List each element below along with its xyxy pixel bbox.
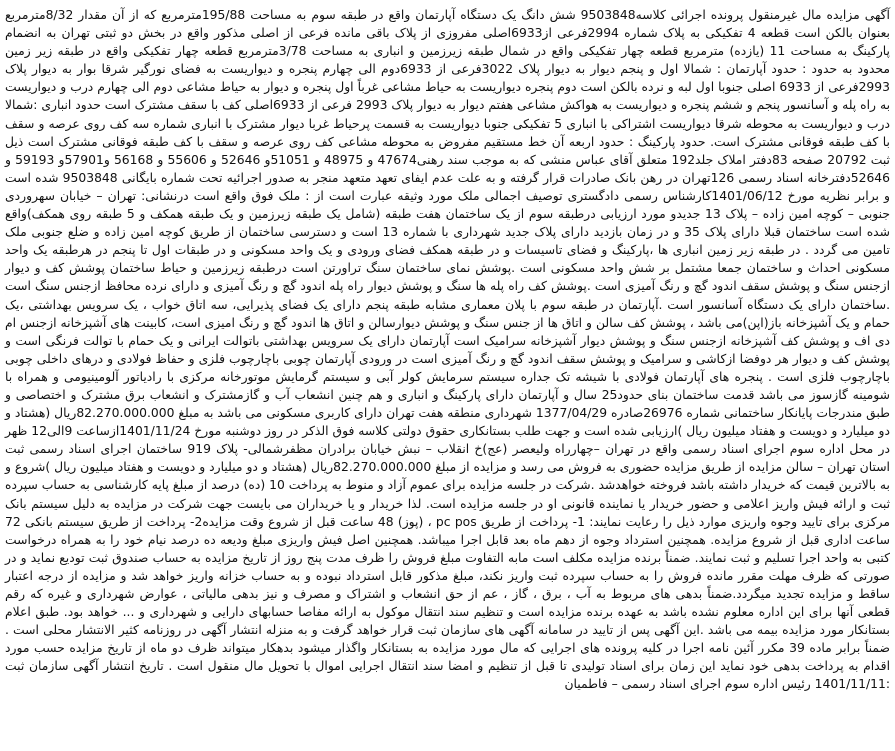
auction-notice-text: آگهی مزایده مال غیرمنقول پرونده اجرائی کلاسه9503848 شش دانگ یک دستگاه آپارتمان واقع در طبقه سوم به مساحت 195/88مترمربع که از آن مقدار 8/32مترمربع بعنوان بالکن است قطعه 4 تفکیکی به پلاک شماره 2994فرعی از6933اصلی مفروزی از پلاک باقی مانده فرعی از اصلی مذکور واقع در بخش دو ثبتی تهران به انضمام پارکینگ به مساحت 11 (یازده) مترمربع قطعه چهار تفکیکی واقع در شمال طبقه زیرزمین و انباری به مساحت 3/78مترمربع قطعه چهار تفکیکی واقع در طبقه زیر زمین محدود به حدود : حدود آپارتمان : شمالا اول و پنجم دیوار به دیوار پلاک 3022فرعی از 6933دوم الی چهارم پنجره و دیواریست به فضای نورگیر شرقا بوار به دیوار پلاک 2993فرعی از 6933 اصلی جنوبا اول لبه و نرده بالکن است دوم پنجره دیواریست به حیاط مشاعی غرباً اول پنجره و دیوار به حیاط مشاعی دوم الی چهارم درب و دیواریست به راه پله و آسانسور پنجم و ششم پنجره و دیواریست به هواکش مشاعی هفتم دیوار به دیوار پلاک 2993 فرعی از 6933اصلی کف با سقف مشترک است حدود انباری :شمالا درب و دیواریست به محوطه شرقا دیواریست اشتراکی با انباری 5 تفکیکی جنوبا دیواریست به قسمت پرحیاط غربا دیوار مشترک با انباری شماره سه کف روی عرصه و سقف با کف طبقه فوقانی مشترک است. حدود پارکینگ : حدود اربعه آن خط مستقیم مفروض به محوطه مشاعی کف روی عرصه و سقف با کف طبقه فوقانی مشترک است ذیل ثبت 20792 صفحه 83دفتر املاک جلد192 متعلق آقای عباس منشی که به موجب سند رهنی47674 و 48975 و 51051و 52646 و 55606 و 56168 و57901و 59193 و 52646دفترخانه اسناد رسمی 126تهران در رهن بانک صادرات قرار گرفته و به علت عدم ایفای تعهد متعهد منجر به صدور اجرائیه تحت شماره بایگانی 9503848 شده است و برابر نظریه مورخ 1401/06/12کارشناس رسمی دادگستری توصیف اجمالی ملک مورد وثیقه عبارت است از : ملک فوق واقع است درنشانی: تهران – خیابان سهروردی جنوبی – کوچه امین زاده – پلاک 13 جدیدو مورد ارزیابی درطبقه سوم از یک ساختمان هفت طبقه (شامل یک طبقه زیرزمین و یک طبقه همکف و 5 طبقه روی همکف)واقع شده است ساختمان قبلا دارای پلاک 35 و در زمان بازدید دارای پلاک جدید شهرداری با شماره 13 است و دسترسی ساختمان از طریق کوچه امین زاده و ضلع جنوبی ملک تامین می گردد . در طبقه زیر زمین انباری ها ،پارکینگ و فضای تاسیسات و در طبقه همکف فضای ورودی و یک واحد مسکونی و در طبقات اول تا پنجم در هرطبقه یک واحد مسکونی احداث و ساختمان جمعا مشتمل بر شش واحد مسکونی است .پوشش نمای ساختمان سنگ تراورتن است درطبقه زیرزمین و حیاط ساختمان پوشش کف و دیوار ازجنس سنگ و پوشش سقف اندود گچ و رنگ آمیزی است .پوشش کف راه پله ها سنگ و پوشش دیوار راه پله اندود گچ و رنگ آمیزی و دارای نرده محافظ ازجنس سنگ است .ساختمان دارای یک دستگاه آسانسور است .آپارتمان در طبقه سوم با پلان معماری مشابه طبقه پنجم دارای یک فضای پذیرایی، سه اتاق خواب ، یک سرویس بهداشتی ،یک حمام و یک آشپزخانه باز(اپن)می باشد ، پوشش کف سالن و اتاق ها از جنس سنگ و پوشش دیوارسالن و اتاق ها اندود گچ و رنگ امیزی است، کابینت های آشپزخانه ازجنس ام دی اف و پوشش کف آشپزخانه ازجنس سنگ و پوشش دیوار آشپزخانه سرامیک است آپارتمان دارای یک سرویس بهداشتی باتوالت ایرانی و یک حمام با توالت فرنگی است و پوشش کف و دیوار هر دوفضا ازکاشی و سرامیک و پوشش سقف اندود گچ و رنگ آمیزی است در ورودی آپارتمان چوبی باچارچوب فلزی و حفاظ فولادی و درهای داخلی چوبی باچارچوب فلزی است . پنجره های آپارتمان فولادی با شیشه تک جداره سیستم سرمایش کولر آبی و سیستم گرمایش موتورخانه مرکزی با رادیاتور آلومینیومی و همراه با شومینه گازسوز می باشد قدمت ساختمان بنای حدود25 سال و آپارتمان دارای پارکینگ و انباری و هم چنین انشعاب آب و گازمشترک و انشعاب برق مشترک و اختصاصی و طبق مندرجات پایانکار ساختمانی شماره 26976صادره 1377/04/29 شهرداری منطقه هفت تهران دارای کاربری مسکونی می باشد به مبلغ 82.270.000.000ریال (هشتاد و دو میلیارد و دویست و هفتاد میلیون ریال )ارزیابی شده است و جهت طلب بستانکاری حقوق دولتی کلاسه فوق الذکر در روز دوشنبه مورخ 1401/11/24ازساعت 9الی12 ظهر در محل اداره سوم اجرای اسناد رسمی واقع در تهران –چهارراه ولیعصر (عج)خ انقلاب – نبش خیابان برادران مظفرشمالی- پلاک 919 ساختمان اجرای اسناد رسمی ثبت استان تهران – سالن مزایده از طریق مزایده حضوری به فروش می رسد و مزایده از مبلغ 82.270.000.000ریال (هشتاد و دو میلیارد و دویست و هفتاد میلیون ریال )شروع و به بالاترین قیمت که خریدار داشته باشد فروخته خواهدشد .شرکت در جلسه مزایده برای عموم آزاد و منوط به پرداخت 10 (ده) درصد از مبلغ پایه کارشناسی به حساب سپرده ثبت و ارائه فیش واریز اعلامی و حضور خریدار یا نماینده قانونی او در جلسه مزایده است. لذا خریدار و یا خریداران می بایست جهت شرکت در مزایده به دلیل سیستم بانک مرکزی برای تایید وجوه واریزی موارد ذیل را رعایت نمایند: 1- پرداخت از طریق pc pos ، (پوز) 48 ساعت قبل از شروع وقت مزایده2- پرداخت از طریق سیستم بانکی 72 ساعت اداری قبل از شروع مزایده. همچنین استرداد وجوه از دهم ماه بعد قابل اجرا میباشد. همچنین اصل فیش واریزی مبلغ ودیعه ده درصد نیام خود را به همراه درخواست کتبی به واحد اجرا تسلیم و ثبت نمایند. ضمناً برنده مزایده مکلف است مابه التفاوت مبلغ فروش را ظرف مدت پنج روز از تاریخ مزایده به حساب صندوق ثبت تودیع نماید و در صورتی که ظرف مهلت مقرر مانده فروش را به حساب سپرده ثبت واریز نکند، مبلغ مذکور قابل استرداد نبوده و به حساب خزانه واریز خواهد شد و مزایده از درجه اعتبار ساقط و مزایده تجدید میگردد.ضمناً بدهی های مربوط به آب ، برق ، گاز ، عم از حق انشعاب و اشتراک و مصرف و نیز بدهی مالیاتی ، عوارض شهرداری و غیره که رقم قطعی آنها برای این اداره معلوم نشده باشد به عهده برنده مزایده است و تنظیم سند انتقال موکول به ارائه مفاصا حسابهای دارایی و شهرداری و ... خواهد بود. طبق اعلام بستانکار مورد مزایده بیمه می باشد .این آگهی پس از تایید در سامانه آگهی های سازمان ثبت قرار خواهد گرفت و به منزله انتشار آگهی در روزنامه کثیر الانتشار محلی است . ضمناً برابر ماده 39 مکرر آئین نامه اجرا در کلیه پرونده های اجرایی که مال مورد مزایده به بستانکار واگذار میشود بدهکار میتواند ظرف دو ماه از تاریخ مزایده حسب مورد اقدام به پرداخت بدهی خود نماید این زمان برای اسناد تولیدی تا قبل از تنظیم و امضا سند انتقال اجرایی اموال با تحویل مال منقول است . تاریخ انتشار آگهی سازمان ثبت :1401/11/11 رئیس اداره سوم اجرای اسناد رسمی – فاطمیان [5, 8, 891, 692]
